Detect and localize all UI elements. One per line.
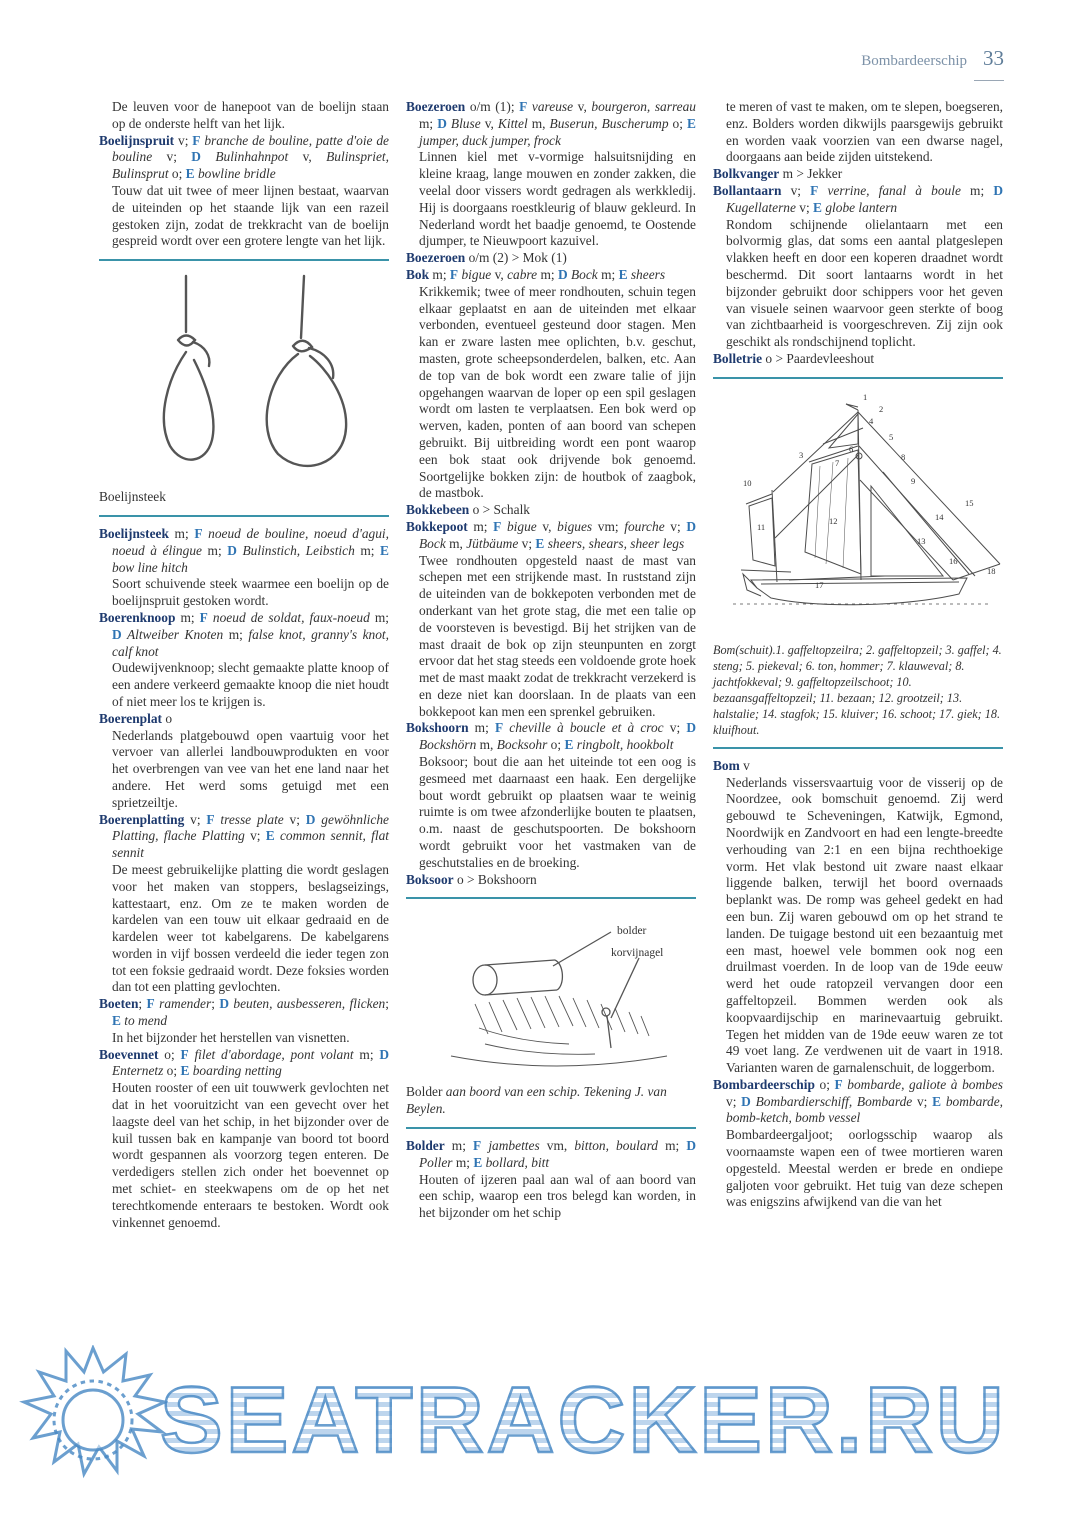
foreign-term: Altweiber Knoten [121,626,224,642]
headword: Bolletrie [713,350,763,366]
lang-marker: F [180,1046,189,1062]
text-run: m; [201,542,228,558]
foreign-term: Poller [419,1154,453,1170]
foreign-term: Enternetz [112,1063,164,1079]
foreign-term: jumper, duck jumper, frock [419,132,561,148]
text-run: o/m (2) > Mok (1) [465,250,567,266]
entry-definition: Bombardeergaljoot; oorlogsschip waarop als voornaamste wapen een of twee mortieren waren opgesteld. Meestal werden er brede en ondiepe galjoten voor gebruikt. Het tuig van deze schepen was enigszins afwijkend van die van het [726,1127,1003,1210]
bom-ship-figure [713,388,1003,638]
column-1 [99,99,389,1231]
column-3 [713,99,1003,1231]
foreign-term: globe lantern [821,199,898,215]
text-run: v; [795,199,814,215]
figure-rule [713,747,1003,749]
lang-marker: E [265,828,275,844]
entry-definition: De meest gebruikelijke platting die wordt geslagen voor het maken van stoppers, beslagseizings, kattestaart, enz. Om ze te maken worden de kardelen van een touw uit elkaar gedraaid en de kardelen weer tot kabelgarens. De kabelgarens worden in vijf bossen verdeeld die ieder tegen zon tot een foksie gedraaid wordt. Deze foksies worden dan tot een platting gevlochten. [112,861,389,995]
headword: Bokkebeen [406,502,470,518]
entry-head [406,518,696,553]
text-run: v; [912,1093,933,1109]
headword: Boezeroen [406,99,466,114]
text-run: o [161,710,173,726]
ship-number: 17 [815,579,824,590]
foreign-term: cheville à boucle et à croc [503,720,664,736]
text-run: o/m (1); [465,99,520,114]
entry-head [99,811,389,862]
text-run: m; [467,518,494,534]
lang-marker: E [813,199,822,215]
headword: Boerenplat [99,710,162,726]
dictionary-entry [99,526,389,610]
lang-marker: E [185,166,195,182]
lang-marker: E [687,115,696,131]
ship-number: 5 [889,431,894,442]
text-run: m; [175,609,200,625]
text-run: v, [536,518,558,534]
foreign-term: Bulinhahnpot [200,149,289,165]
text-run: Boelijnsteek [99,489,166,505]
entry-definition: Rondom schijnende olielantaarn met een bolvormig glas, dat soms een aantal platgeslepen vlakken heeft en door een koperen draadnet wordt beschermd. Dit soort lantaarns wordt in het bijzonder gebruikt door schippers voor het geven van visuele seinen waarvoor geen sterkte of boog van zichtbaarheid is voorgeschreven. Zij zijn ook geschikt als rondschijnend toplicht. [726,216,1003,350]
text-run: m; [452,1154,474,1170]
foreign-term: cabre [507,266,538,282]
lang-marker: F [146,996,155,1012]
headword: Boelijnsteek [99,525,169,541]
foreign-term: Bock [567,266,598,282]
foreign-term: Bockshörn [419,737,477,753]
text-run: v, [480,115,498,131]
bolder-drawing [415,908,687,1080]
page-number-rule [974,80,1004,81]
dictionary-entry [406,519,696,721]
headword: Bolkvanger [713,166,780,182]
text-run: o; [547,737,565,753]
headword: Bokkepoot [406,518,468,534]
lang-marker: D [993,182,1003,198]
entry-head [713,1076,1003,1127]
entry-head [406,266,696,284]
text-run: v; [174,132,193,148]
dictionary-entry [99,812,389,997]
lang-marker: F [473,1138,482,1154]
dictionary-entry [99,996,389,1046]
text-run: v; [781,182,811,198]
text-run: m; [429,266,450,282]
entry-head [99,710,389,728]
text-run: m; [468,720,495,736]
text-run: o; [814,1076,835,1092]
foreign-term: Kugellaterne [726,199,796,215]
text-run: v; [518,535,536,551]
dictionary-entry [713,1077,1003,1211]
ship-number: 3 [799,449,804,460]
entry-head [713,182,1003,217]
entry-head [99,996,389,1030]
text-run: v, [491,266,508,282]
entry-head [99,609,389,660]
lang-marker: D [557,266,568,282]
text-run: v; [664,518,687,534]
ship-number: 4 [869,415,874,426]
text-run: v; [726,1093,742,1109]
ship-number: 13 [917,535,926,546]
headword: Bollantaarn [713,182,782,198]
dictionary-entry [406,502,696,519]
bowline-hitch-figure [99,270,389,485]
entry-head [406,720,696,754]
headword: Bokshoorn [406,720,469,736]
lang-marker: D [686,720,696,736]
foreign-term: Bocksohr [496,737,548,753]
bolder-figure [406,908,696,1080]
foreign-term: sheers, shears, sheer legs [544,535,685,551]
foreign-term: verrine, fanal à boule [818,182,961,198]
text-run: m; [223,626,249,642]
entry-head [406,250,696,267]
foreign-term: common sennit, flat sennit [112,828,389,861]
text-run: m; [369,609,389,625]
entry-head [99,525,389,576]
foreign-term: bombarde, galiote à bombes [842,1076,1003,1092]
text-run: m, [527,115,550,131]
lang-marker: F [494,720,504,736]
dictionary-entry [406,720,696,871]
foreign-term: jambettes [481,1138,540,1154]
headword: Boeten [99,996,139,1012]
dictionary-entry [713,351,1003,368]
text-run: m, [445,535,467,551]
foreign-term: filet d'abordage, pont volant [188,1046,354,1062]
watermark-text: SEATRACKER.RU [160,1367,1007,1472]
headword: Boevennet [99,1046,159,1062]
lang-marker: D [741,1093,751,1109]
foreign-term: bourgeron, sarreau [591,99,697,114]
lang-marker: E [618,266,628,282]
foreign-term: aan boord van een schip. Tekening J. van Beylen. [406,1084,667,1117]
ship-number: 10 [743,477,752,488]
entry-definition: Krikkemik; twee of meer rondhouten, schuin tegen elkaar geplaatst en aan de uiteinden met elkaar verbonden, eventueel gesteund door stagen. Men kan er zware lasten mee oplichten, b.v. geschut, masten, grote scheepsonderdelen, balken, etc. Aan de top van de bok wordt een zware talie of jijn opgehangen waarvan de loper op een spil geslagen wordt om lasten te verplaatsen. Een bok werd op werven, kaden, ponten of aan boord van schepen gebruikt. Bij uitbreiding wordt een pont waarop een bok staat ook drijvende bok genoemd. Soortgelijke bokken zijn: de houtbok of zaagbok, de mastbok. [419,283,696,501]
lang-marker: E [473,1154,483,1170]
foreign-term: bollard, bitt [482,1154,550,1170]
text-run: m; [537,266,558,282]
ship-number: 14 [935,511,944,522]
figure-label-korvijnagel: korvijnagel [611,947,664,960]
text-run: v, [573,99,592,114]
entry-definition: In het bijzonder het herstellen van visnetten. [112,1029,350,1045]
ship-number: 15 [965,497,974,508]
dictionary-entry [406,267,696,502]
lang-marker: D [227,542,237,558]
foreign-term: Bulinspriet, Bulinsprut [112,149,389,182]
text-run: vm, [539,1138,575,1154]
text-run: v; [663,720,687,736]
foreign-term: Bombardierschiff, Bombarde [750,1093,913,1109]
text-run: ; [211,996,220,1012]
text-run: o > Schalk [469,502,530,518]
text-run: v; [184,811,207,827]
entry-head [406,1138,697,1172]
dictionary-entry [406,250,696,267]
entry-head [406,502,696,519]
foreign-term: tresse plate [214,811,284,827]
foreign-term: ringbolt, hookbolt [573,737,674,753]
headword: Boelijnspruit [99,132,175,148]
foreign-term: noeud de bouline, noeud d'agui, noeud à élingue [112,525,389,558]
foreign-term: bowline bridle [194,166,276,182]
lang-marker: D [219,996,229,1012]
ship-number: 6 [849,443,854,454]
lang-marker: F [194,525,203,541]
dictionary-entry [713,758,1003,1077]
figure-caption [713,642,1003,738]
dictionary-entry [99,133,389,251]
foreign-term: branche de bouline, patte d'oie de bouline [112,132,389,165]
lang-marker: D [686,518,696,534]
lang-marker: F [449,266,459,282]
ship-number: 8 [901,451,906,462]
text-run: ; [385,996,389,1012]
text-run: m; [657,1138,687,1154]
text-run: m, [476,737,497,753]
headword: Boerenplatting [99,811,185,827]
foreign-term: Bluse [446,115,481,131]
ship-number: 18 [987,565,996,576]
foreign-term: bombarde, bomb-ketch, bomb vessel [726,1093,1003,1126]
text-run: vm; [592,518,625,534]
lang-marker: E [112,1013,121,1029]
figure-rule [99,515,389,517]
dictionary-entry [99,711,389,812]
foreign-term: Bock [419,535,446,551]
figure-label-bolder: bolder [617,925,647,938]
foreign-term: Buserun, Buscherump [549,115,669,131]
ship-number: 9 [911,475,916,486]
ship-number: 1 [863,391,868,402]
entry-head [713,350,1003,368]
text-run: Bolder [406,1084,446,1100]
text-run: v; [152,149,192,165]
entry-head [713,166,1003,183]
headword: Boksoor [406,871,454,887]
foreign-term: beuten, ausbesseren, flicken [229,996,386,1012]
lang-marker: F [519,99,528,114]
figure-rule [713,377,1003,379]
text-run: v, [288,149,327,165]
lang-marker: E [180,1063,190,1079]
text-run: m > Jekker [779,166,843,182]
figure-rule [406,897,696,899]
ship-number: 12 [829,515,838,526]
foreign-term: false knot, granny's knot, calf knot [112,626,389,659]
paragraph-text [112,99,389,133]
entry-definition: Nederlands vissersvaartuig voor de visserij op de Noordzee, ook bomschuit genoemd. Zij werd gebouwd te Scheveningen, Katwijk, Egmond, Noordwijk en Zandvoort en had een lengte-breedte verhouding van 2:1 en een bijna rechthoekige vorm. Het vlak bestond uit zware naast elkaar liggende balken, terwijl het boord overnaads beplankt was. De romp was geheel gedekt en had een bun. Zij waren gebouwd om op het strand te landen. De tuigage bestond uit een bezaantuig met een mast, hoewel vele bommen ook nog een druilmast voerden. In de loop van de 19de eeuw werd het oude ratopzeil vervangen door een gaffeltopzeil. Bommen werden ook als koopvaardijschip en marinevaartuig gebruikt. Tegen het midden van de 19de eeuw waren ze tot 49 voet lang. Ze verdwenen uit de vaart in 1918. Varianten waren de garnalenschuit, de loggerbom. [726,774,1003,1076]
headword: Bom [713,757,740,773]
text-run: o > Paardevleeshout [762,350,875,366]
paragraph [713,99,1003,166]
ship-number: 2 [879,403,884,414]
foreign-term: bigue [458,266,492,282]
dictionary-entry [713,183,1003,351]
text-run: m; [168,525,195,541]
foreign-term: bigue [501,518,537,534]
dictionary-entry [99,1047,389,1232]
headword: Bombardeerschip [713,1076,815,1092]
entry-definition: Linnen kiel met v-vormige halsuitsnijding en kleine kraag, lange mouwen en zonder zakken, die veelal door vissers wordt gedragen als werkkledij. Hij is doorgaans roestkleurig of blauw gekleurd. In Nederland wordt het baadje genoemd, te Oostende djumper, te Nieuwpoort kazuivel. [419,149,696,249]
running-head: Bombardeerschip [861,53,967,69]
knot-drawing [108,270,380,485]
entry-head [99,132,389,183]
text-run: o; [168,166,186,182]
text-run: m; [960,182,994,198]
entry-definition: Nederlands platgebouwd open vaartuig voor het vervoer van allerlei landbouwprodukten en voor het overbrengen van vee van het ene land naar het andere. Het werd soms getuigd met een sprietzeiltje. [112,727,389,810]
lang-marker: F [192,132,201,148]
figure-caption [406,1084,696,1118]
text-run: o; [668,115,688,131]
ship-number: 11 [757,521,766,532]
text-run: De leuven voor de hanepoot van de boelijn staan op de onderste helft van het lijk. [112,99,389,131]
headword: Bok [406,266,430,282]
headword: Boezeroen [406,250,466,266]
foreign-term: bigues [557,518,593,534]
lang-marker: D [686,1138,697,1154]
entry-definition: Houten of ijzeren paal aan wal of aan boord van een schip, waarop een tros belegd kan worden, in het bijzonder om het schip [419,1171,696,1221]
sun-logo-icon [18,1345,168,1495]
foreign-term: Jütbäume [466,535,519,551]
entry-definition: Oudewijvenknoop; slecht gemaakte platte knoop of een andere verkeerd gemaakte knoop die niet houdt of niet meer los te krijgen is. [112,660,389,709]
lang-marker: F [493,518,502,534]
lang-marker: D [305,811,316,827]
page-header [861,46,1004,71]
lang-marker: E [380,542,389,558]
foreign-term: Bulinstich, Leibstich [236,542,355,558]
foreign-term: boarding netting [189,1063,282,1079]
foreign-term: vareuse [527,99,574,114]
headword: Bolder [406,1138,445,1154]
lang-marker: F [206,811,215,827]
entry-head [713,757,1003,775]
entry-head [406,99,697,149]
ship-number: 16 [949,555,958,566]
dictionary-entry [99,610,389,711]
entry-definition: Twee rondhouten opgesteld naast de mast van schepen met een strijkende mast. In ruststand zijn de uiteinden van de bokkepoten verbonden met de onderkant van het grote stag, die met een talie op de voorsteven is bevestigd. Bij het strijken van de mast draait de bok op zijn steunpunten en zorgt ervoor dat het stag steeds een voldoende grote hoek met de mast maakt zodat de trekkracht verzekerd is en deze niet kan doorslaan. In de plaats van een bokkepoot kan men een sprenkel gebruiken. [419,552,696,719]
lang-marker: E [535,535,545,551]
lang-marker: D [437,115,447,131]
entry-definition: Houten rooster of een uit touwwerk gevlochten net dat in het vooruitzicht van een gevecht over het laagste deel van het schip, in het bijzonder over de kuil tussen bak en kampanje van boord tot boord wordt gespannen als voorzorg tegen enteren. De verdedigers stellen zich onder het boevennet op met schiet- en steekwapens om de op het net terechtkomende enteraars te bestoken. Wordt ook vinkennet genoemd. [112,1080,389,1230]
figure-rule [406,1127,696,1129]
text-run: m; [597,266,619,282]
text-run: v; [244,828,266,844]
text-columns [99,99,1003,1231]
lang-marker: F [834,1076,843,1092]
text-run: te meren of vast te maken, om te slepen, boegseren, enz. Bolders worden dikwijls paarsgewijs gebruikt en worden vaak voorzien van een dwarse nagel, doorgaans aan beide zijden uitstekend. [726,99,1003,165]
foreign-term: bitton, boulard [574,1138,658,1154]
watermark [18,1335,1068,1505]
foreign-term: ramender [154,996,212,1012]
paragraph [99,99,389,133]
ship-number: 7 [835,457,840,468]
dictionary-entry [406,872,696,889]
figure-caption [99,489,389,506]
text-run: o > Bokshoorn [453,871,537,887]
text-run: m; [353,1046,380,1062]
foreign-term: Bom(schuit).1. gaffeltopzeilra; 2. gaffeltopzeil; 3. gaffel; 4. steng; 5. piekeval; 6. ton, hommer; 7. klauweval; 8. jachtfokkeval; 9. gaffeltopzeilschoot; 10. bezaansgaffeltopzeil; 11. bezaan; 12. grootzeil; 13. halstalie; 14. stagfok; 15. kluiver; 16. schoot; 17. giek; 18. kluifhout. [713,642,1002,737]
dictionary-entry [406,1138,696,1222]
text-run: m; [419,115,438,131]
lang-marker: F [199,609,208,625]
figure-rule [99,259,389,261]
text-run: o; [158,1046,181,1062]
text-run: ; [138,996,147,1012]
entry-definition: Boksoor; bout die aan het uiteinde tot een oog is gesmeed met daarnaast een haak. Een dergelijke bout wordt gebruikt op plaatsen waar te weinig ruimte is om twee afzonderlijke bouten te plaatsen, o.m. naast de geschutspoorten. De bokshoorn wordt gebruikt voor het vastmaken van de geschutstalies en de broeking. [419,754,696,870]
entry-head [406,871,696,889]
text-run: m; [354,542,381,558]
lang-marker: D [379,1046,389,1062]
foreign-term: to mend [120,1013,168,1029]
foreign-term: noeud de soldat, faux-noeud [207,609,370,625]
text-run: v; [283,811,306,827]
lang-marker: E [932,1093,942,1109]
entry-head [99,1046,389,1081]
text-run: v [739,757,750,773]
lang-marker: E [564,737,574,753]
foreign-term: gewöhnliche Platting, flache Platting [112,811,389,844]
foreign-term: fourche [624,518,665,534]
dictionary-entry [713,166,1003,183]
foreign-term: bow line hitch [112,559,188,575]
text-run: m; [444,1138,474,1154]
headword: Boerenknoop [99,609,176,625]
lang-marker: D [112,626,122,642]
column-2 [406,99,696,1231]
lang-marker: D [191,149,201,165]
dictionary-entry [406,99,696,250]
page-number: 33 [983,46,1004,70]
ship-drawing [713,388,1003,638]
lang-marker: F [810,182,819,198]
text-run: o; [163,1063,181,1079]
entry-definition: Soort schuivende steek waarmee een boelijn op de boelijnspruit gestoken wordt. [112,576,389,609]
paragraph-text [726,99,1003,166]
foreign-term: Kittel [497,115,528,131]
foreign-term: sheers [627,266,666,282]
entry-definition: Touw dat uit twee of meer lijnen bestaat, waarvan de uiteinden op het staande lijk van een razeil gestoken zijn, zodat de trekkracht van de boelijn gespreid wordt over een grotere lengte van het lijk. [112,182,389,249]
